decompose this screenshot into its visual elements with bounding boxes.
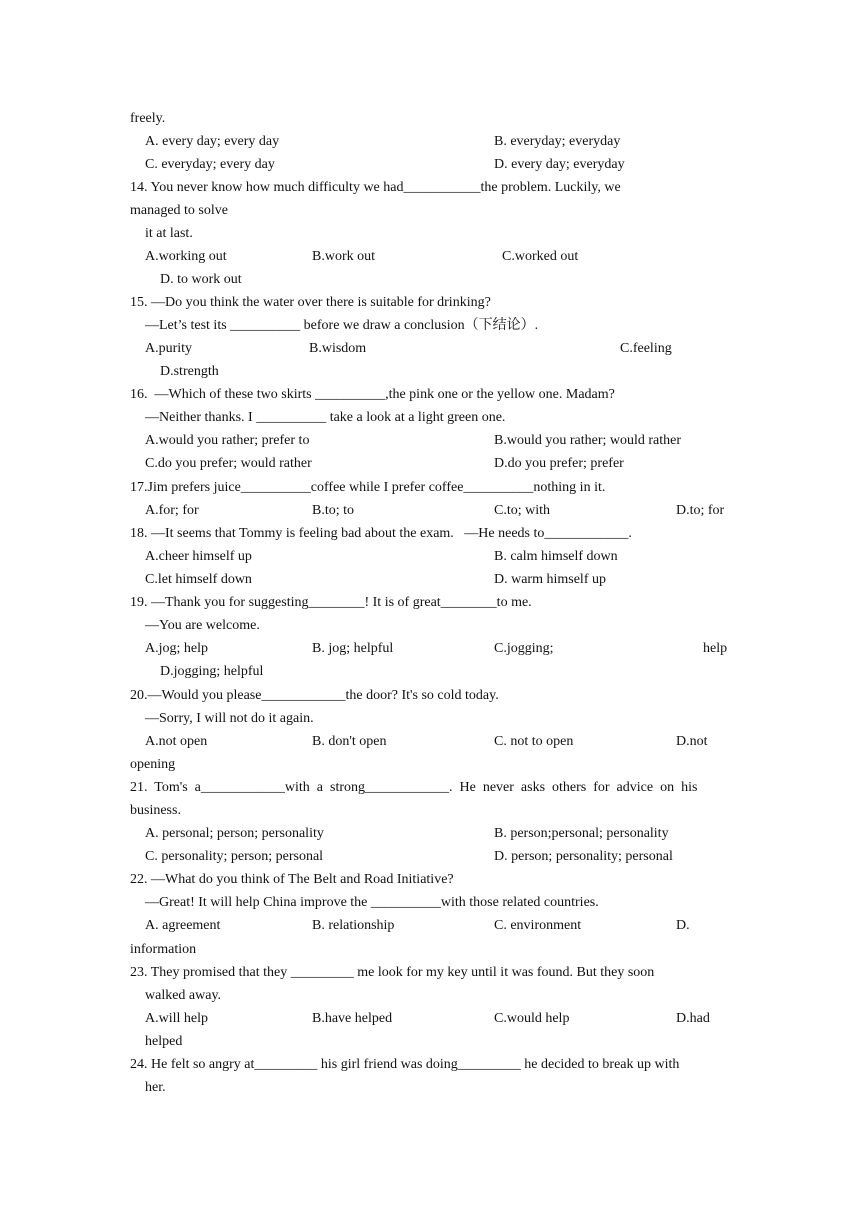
option-text: B.to; to (312, 503, 355, 518)
line-text: A. personal; person; personality (145, 826, 324, 841)
line-text: A.for; for (145, 503, 199, 518)
line-text: freely. (130, 111, 166, 126)
line-text: managed to solve (130, 203, 228, 218)
line-text: 20.—Would you please____________the door? It's so cold today. (130, 688, 499, 703)
line-text: 16. —Which of these two skirts __________,the pink one or the yellow one. Madam? (130, 387, 615, 402)
line-text: 23. They promised that they _________ me look for my key until it was found. But they soon (130, 965, 655, 980)
line-text: 17.Jim prefers juice__________coffee while I prefer coffee__________nothing in it. (130, 480, 606, 495)
option-text: B.would you rather; would rather (494, 433, 682, 448)
option-text: C.would help (494, 1011, 570, 1026)
line-text: —Sorry, I will not do it again. (145, 711, 314, 726)
option-text: help (703, 641, 728, 656)
option-text: B. don't open (312, 734, 387, 749)
line-text: 22. —What do you think of The Belt and Road Initiative? (130, 872, 454, 887)
line-text: helped (145, 1034, 183, 1049)
option-text: D.had (676, 1011, 710, 1026)
option-text: D.to; for (676, 503, 725, 518)
line-text: D.strength (160, 364, 219, 379)
line-text: —Let’s test its __________ before we draw a conclusion（下结论）. (145, 318, 539, 333)
line-text: A.would you rather; prefer to (145, 433, 310, 448)
line-text: 18. —It seems that Tommy is feeling bad about the exam. —He needs to____________. (130, 526, 632, 541)
line-text: C.do you prefer; would rather (145, 456, 312, 471)
line-text: A.jog; help (145, 641, 208, 656)
line-text: A.purity (145, 341, 193, 356)
line-text: —Great! It will help China improve the __________with those related countries. (145, 895, 599, 910)
line-text: information (130, 942, 197, 957)
line-text: 15. —Do you think the water over there is suitable for drinking? (130, 295, 491, 310)
option-text: B. person;personal; personality (494, 826, 669, 841)
option-text: D.not (676, 734, 708, 749)
line-text: 14. You never know how much difficulty we had___________the problem. Luckily, we (130, 180, 621, 195)
line-text: opening (130, 757, 176, 772)
option-text: D. warm himself up (494, 572, 606, 587)
line-text: A. every day; every day (145, 134, 280, 149)
line-text: A. agreement (145, 918, 221, 933)
line-text: D. to work out (160, 272, 242, 287)
option-text: B.have helped (312, 1011, 393, 1026)
option-text: C.jogging; (494, 641, 554, 656)
line-text: —Neither thanks. I __________ take a look at a light green one. (145, 410, 506, 425)
line-text: D.jogging; helpful (160, 664, 264, 679)
option-text: C. environment (494, 918, 582, 933)
line-text: —You are welcome. (145, 618, 260, 633)
line-text: 19. —Thank you for suggesting________! It is of great________to me. (130, 595, 532, 610)
option-text: D. (676, 918, 690, 933)
line-text: her. (145, 1080, 166, 1095)
line-text: walked away. (145, 988, 222, 1003)
option-text: B. jog; helpful (312, 641, 394, 656)
line-text: A.working out (145, 249, 227, 264)
option-text: C. not to open (494, 734, 574, 749)
line-text: C. everyday; every day (145, 157, 275, 172)
option-text: C.feeling (620, 341, 672, 356)
option-text: B.wisdom (309, 341, 367, 356)
line-text: A.cheer himself up (145, 549, 252, 564)
line-text: C.let himself down (145, 572, 252, 587)
option-text: D. every day; everyday (494, 157, 625, 172)
line-text: A.not open (145, 734, 208, 749)
option-text: B. everyday; everyday (494, 134, 621, 149)
option-text: B.work out (312, 249, 375, 264)
line-text: 21. Tom's a____________with a strong____________. He never asks others for advice on his (130, 780, 698, 795)
option-text: C.worked out (502, 249, 579, 264)
line-text: business. (130, 803, 181, 818)
option-text: D. person; personality; personal (494, 849, 673, 864)
line-text: A.will help (145, 1011, 208, 1026)
option-text: B. calm himself down (494, 549, 618, 564)
option-text: B. relationship (312, 918, 395, 933)
line-text: 24. He felt so angry at_________ his girl friend was doing_________ he decided to break up with (130, 1057, 680, 1072)
line-text: it at last. (145, 226, 193, 241)
option-text: D.do you prefer; prefer (494, 456, 624, 471)
option-text: C.to; with (494, 503, 551, 518)
line-text: C. personality; person; personal (145, 849, 324, 864)
